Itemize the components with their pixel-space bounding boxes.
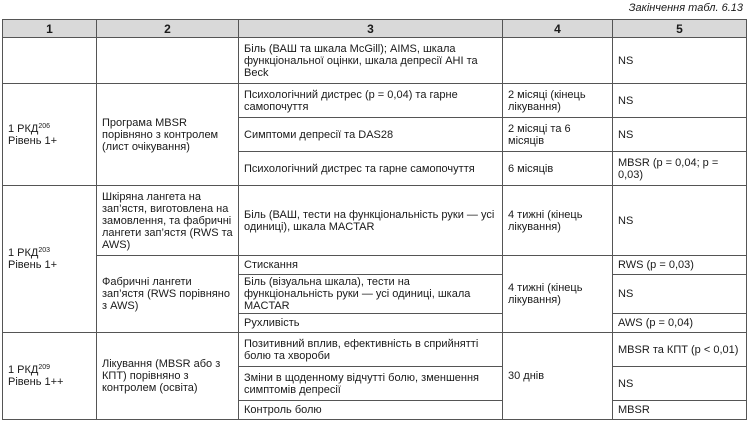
result-cell: NS: [613, 186, 747, 256]
study-label: 1 РКД: [8, 364, 39, 376]
outcome-cell: Рухливість: [239, 314, 503, 333]
intervention-cell: [97, 38, 239, 84]
intervention-cell: Програма MBSR порівняно з контролем (лист очікування): [97, 84, 239, 186]
followup-cell: 4 тижні (кінець лікування): [503, 256, 613, 333]
outcome-cell: Зміни в щоденному відчутті болю, зменшення симптомів депресії: [239, 367, 503, 401]
result-cell: NS: [613, 38, 747, 84]
outcome-cell: Біль (ВАШ, тести на функціональність руки — усі одиниці), шкала MACTAR: [239, 186, 503, 256]
result-cell: MBSR та КПТ (p < 0,01): [613, 333, 747, 367]
outcome-cell: Психологічний дистрес (p = 0,04) та гарне самопочуття: [239, 84, 503, 118]
result-cell: RWS (p = 0,03): [613, 256, 747, 275]
outcome-cell: Стискання: [239, 256, 503, 275]
study-reference: 203: [38, 247, 51, 254]
table-row: [3, 333, 747, 367]
header-col-1: 1: [3, 20, 97, 38]
outcome-cell: Позитивний вплив, ефективність в сприйнятті болю та хвороби: [239, 333, 503, 367]
followup-cell: 2 місяці та 6 місяців: [503, 118, 613, 152]
evidence-level: Рівень 1+: [8, 259, 58, 271]
result-cell: NS: [613, 84, 747, 118]
result-cell: NS: [613, 367, 747, 401]
table-row: [3, 84, 747, 118]
table-row: [3, 186, 747, 256]
result-cell: NS: [613, 118, 747, 152]
intervention-cell: Шкіряна лангета на зап’ястя, виготовлена на замовлення, та фабричні лангети зап’ястя (RWS та AWS): [97, 186, 239, 256]
intervention-cell: Фабричні лангети зап’ястя (RWS порівняно з AWS): [97, 256, 239, 333]
intervention-cell: Лікування (MBSR або з КПТ) порівняно з контролем (освіта): [97, 333, 239, 420]
followup-cell: 4 тижні (кінець лікування): [503, 186, 613, 256]
result-cell: MBSR (p = 0,04; p = 0,03): [613, 152, 747, 186]
outcome-cell: Симптоми депресії та DAS28: [239, 118, 503, 152]
header-col-5: 5: [613, 20, 747, 38]
header-col-2: 2: [97, 20, 239, 38]
result-cell: AWS (p = 0,04): [613, 314, 747, 333]
table-caption: Закінчення табл. 6.13: [628, 2, 743, 14]
followup-cell: [503, 38, 613, 84]
followup-cell: 30 днів: [503, 333, 613, 420]
study-cell: [3, 333, 97, 420]
header-row: [3, 20, 747, 38]
result-cell: MBSR: [613, 401, 747, 420]
evidence-level: Рівень 1+: [8, 134, 58, 147]
followup-cell: 2 місяці (кінець лікування): [503, 84, 613, 118]
evidence-level: Рівень 1++: [8, 376, 64, 388]
study-reference: 206: [38, 122, 51, 130]
outcome-cell: Біль (ВАШ та шкала McGill); AIMS, шкала функціональної оцінки, шкала депресії AHI та Beck: [239, 38, 503, 84]
outcome-cell: Біль (візуальна шкала), тести на функціональність руки — усі одиниці, шкала MACTAR: [239, 275, 503, 314]
table-row: [3, 38, 747, 84]
header-col-3: 3: [239, 20, 503, 38]
outcome-cell: Контроль болю: [239, 401, 503, 420]
table-row: [3, 256, 747, 275]
study-cell: [3, 84, 97, 186]
study-label: 1 РКД: [8, 122, 39, 135]
result-cell: NS: [613, 275, 747, 314]
study-label: 1 РКД: [8, 247, 39, 259]
study-cell: [3, 38, 97, 84]
study-reference: 209: [38, 364, 51, 371]
study-cell: [3, 186, 97, 333]
followup-cell: 6 місяців: [503, 152, 613, 186]
header-col-4: 4: [503, 20, 613, 38]
results-table: [2, 19, 747, 420]
outcome-cell: Психологічний дистрес та гарне самопочуття: [239, 152, 503, 186]
